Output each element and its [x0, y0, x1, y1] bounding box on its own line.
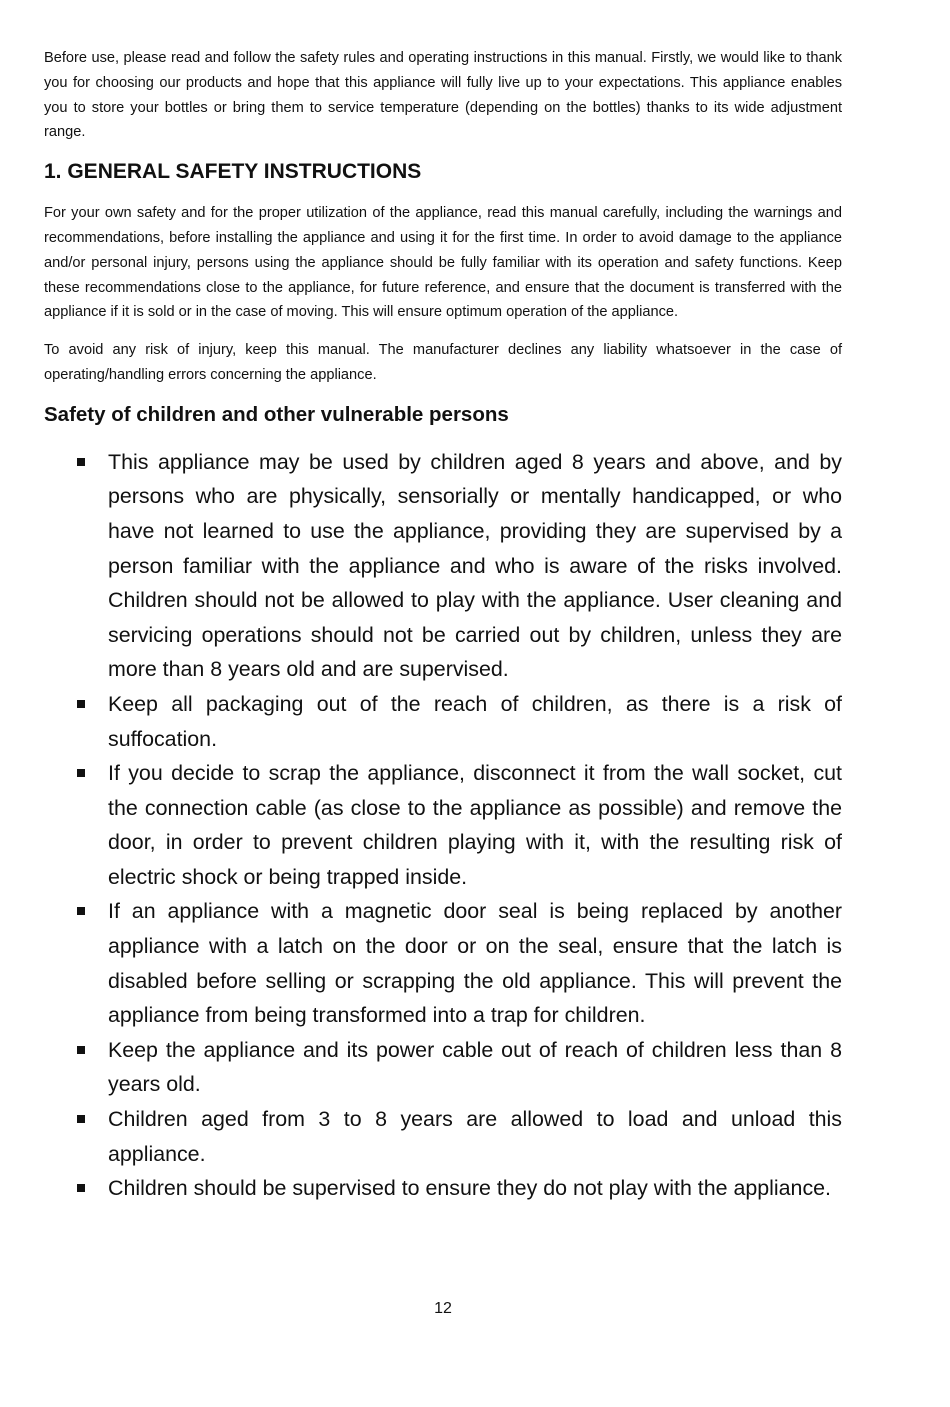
section-paragraph: For your own safety and for the proper utilization of the appliance, read this manual carefully, including the warnings and recommendations, before installing the appliance and using it for the first time. In order to avoid damage to the appliance and/or personal injury, persons using the appliance should be fully familiar with its operation and safety functions. Keep these recommendations close to the appliance, for future reference, and ensure that the document is transferred with the appliance if it is sold or in the case of moving. This will ensure optimum operation of the appliance. [44, 205, 842, 321]
bullet-text: Keep the appliance and its power cable out of reach of children less than 8 years old. [108, 1037, 842, 1097]
bullet-text: Children should be supervised to ensure they do not play with the appliance. [108, 1176, 831, 1201]
bullet-item [44, 756, 842, 894]
square-bullet-icon [77, 458, 85, 466]
bullet-item [44, 687, 842, 756]
bullet-text: This appliance may be used by children aged 8 years and above, and by persons who are physically, sensorially or mentally handicapped, or who have not learned to use the appliance, providing they are supervised by a person familiar with the appliance and who is aware of the risks involved. Children should not be allowed to play with the appliance. User cleaning and servicing operations should not be carried out by children, unless they are more than 8 years old and are supervised. [108, 449, 842, 682]
bullet-text: Keep all packaging out of the reach of children, as there is a risk of suffocation. [108, 691, 842, 751]
square-bullet-icon [77, 1184, 85, 1192]
document-page [44, 46, 842, 1206]
bullet-item [44, 894, 842, 1032]
square-bullet-icon [77, 769, 85, 777]
square-bullet-icon [77, 907, 85, 915]
bullet-text: If you decide to scrap the appliance, disconnect it from the wall socket, cut the connection cable (as close to the appliance as possible) and remove the door, in order to prevent children playing with it, with the resulting risk of electric shock or being trapped inside. [108, 761, 842, 889]
square-bullet-icon [77, 700, 85, 708]
bullet-item [44, 1102, 842, 1171]
square-bullet-icon [77, 1115, 85, 1123]
page-number: 12 [434, 1300, 452, 1317]
bullet-item [44, 445, 842, 687]
bullet-item [44, 1171, 842, 1206]
intro-paragraph: Before use, please read and follow the safety rules and operating instructions in this manual. Firstly, we would like to thank you for choosing our products and hope that this appliance will fully live up to your expectations. This appliance enables you to store your bottles or bring them to service temperature (depending on the bottles) thanks to its wide adjustment range. [44, 50, 842, 141]
subsection-title: Safety of children and other vulnerable persons [44, 402, 509, 426]
section-title: 1. GENERAL SAFETY INSTRUCTIONS [44, 160, 422, 184]
bullet-item [44, 1033, 842, 1102]
square-bullet-icon [77, 1046, 85, 1054]
bullet-text: If an appliance with a magnetic door seal is being replaced by another appliance with a latch on the door or on the seal, ensure that the latch is disabled before selling or scrapping the old appliance. This will prevent the appliance from being transformed into a trap for children. [108, 899, 842, 1028]
bullet-text: Children aged from 3 to 8 years are allowed to load and unload this appliance. [108, 1107, 842, 1166]
safety-bullet-list [44, 445, 842, 1206]
section-paragraph: To avoid any risk of injury, keep this manual. The manufacturer declines any liability whatsoever in the case of operating/handling errors concerning the appliance. [44, 342, 842, 383]
